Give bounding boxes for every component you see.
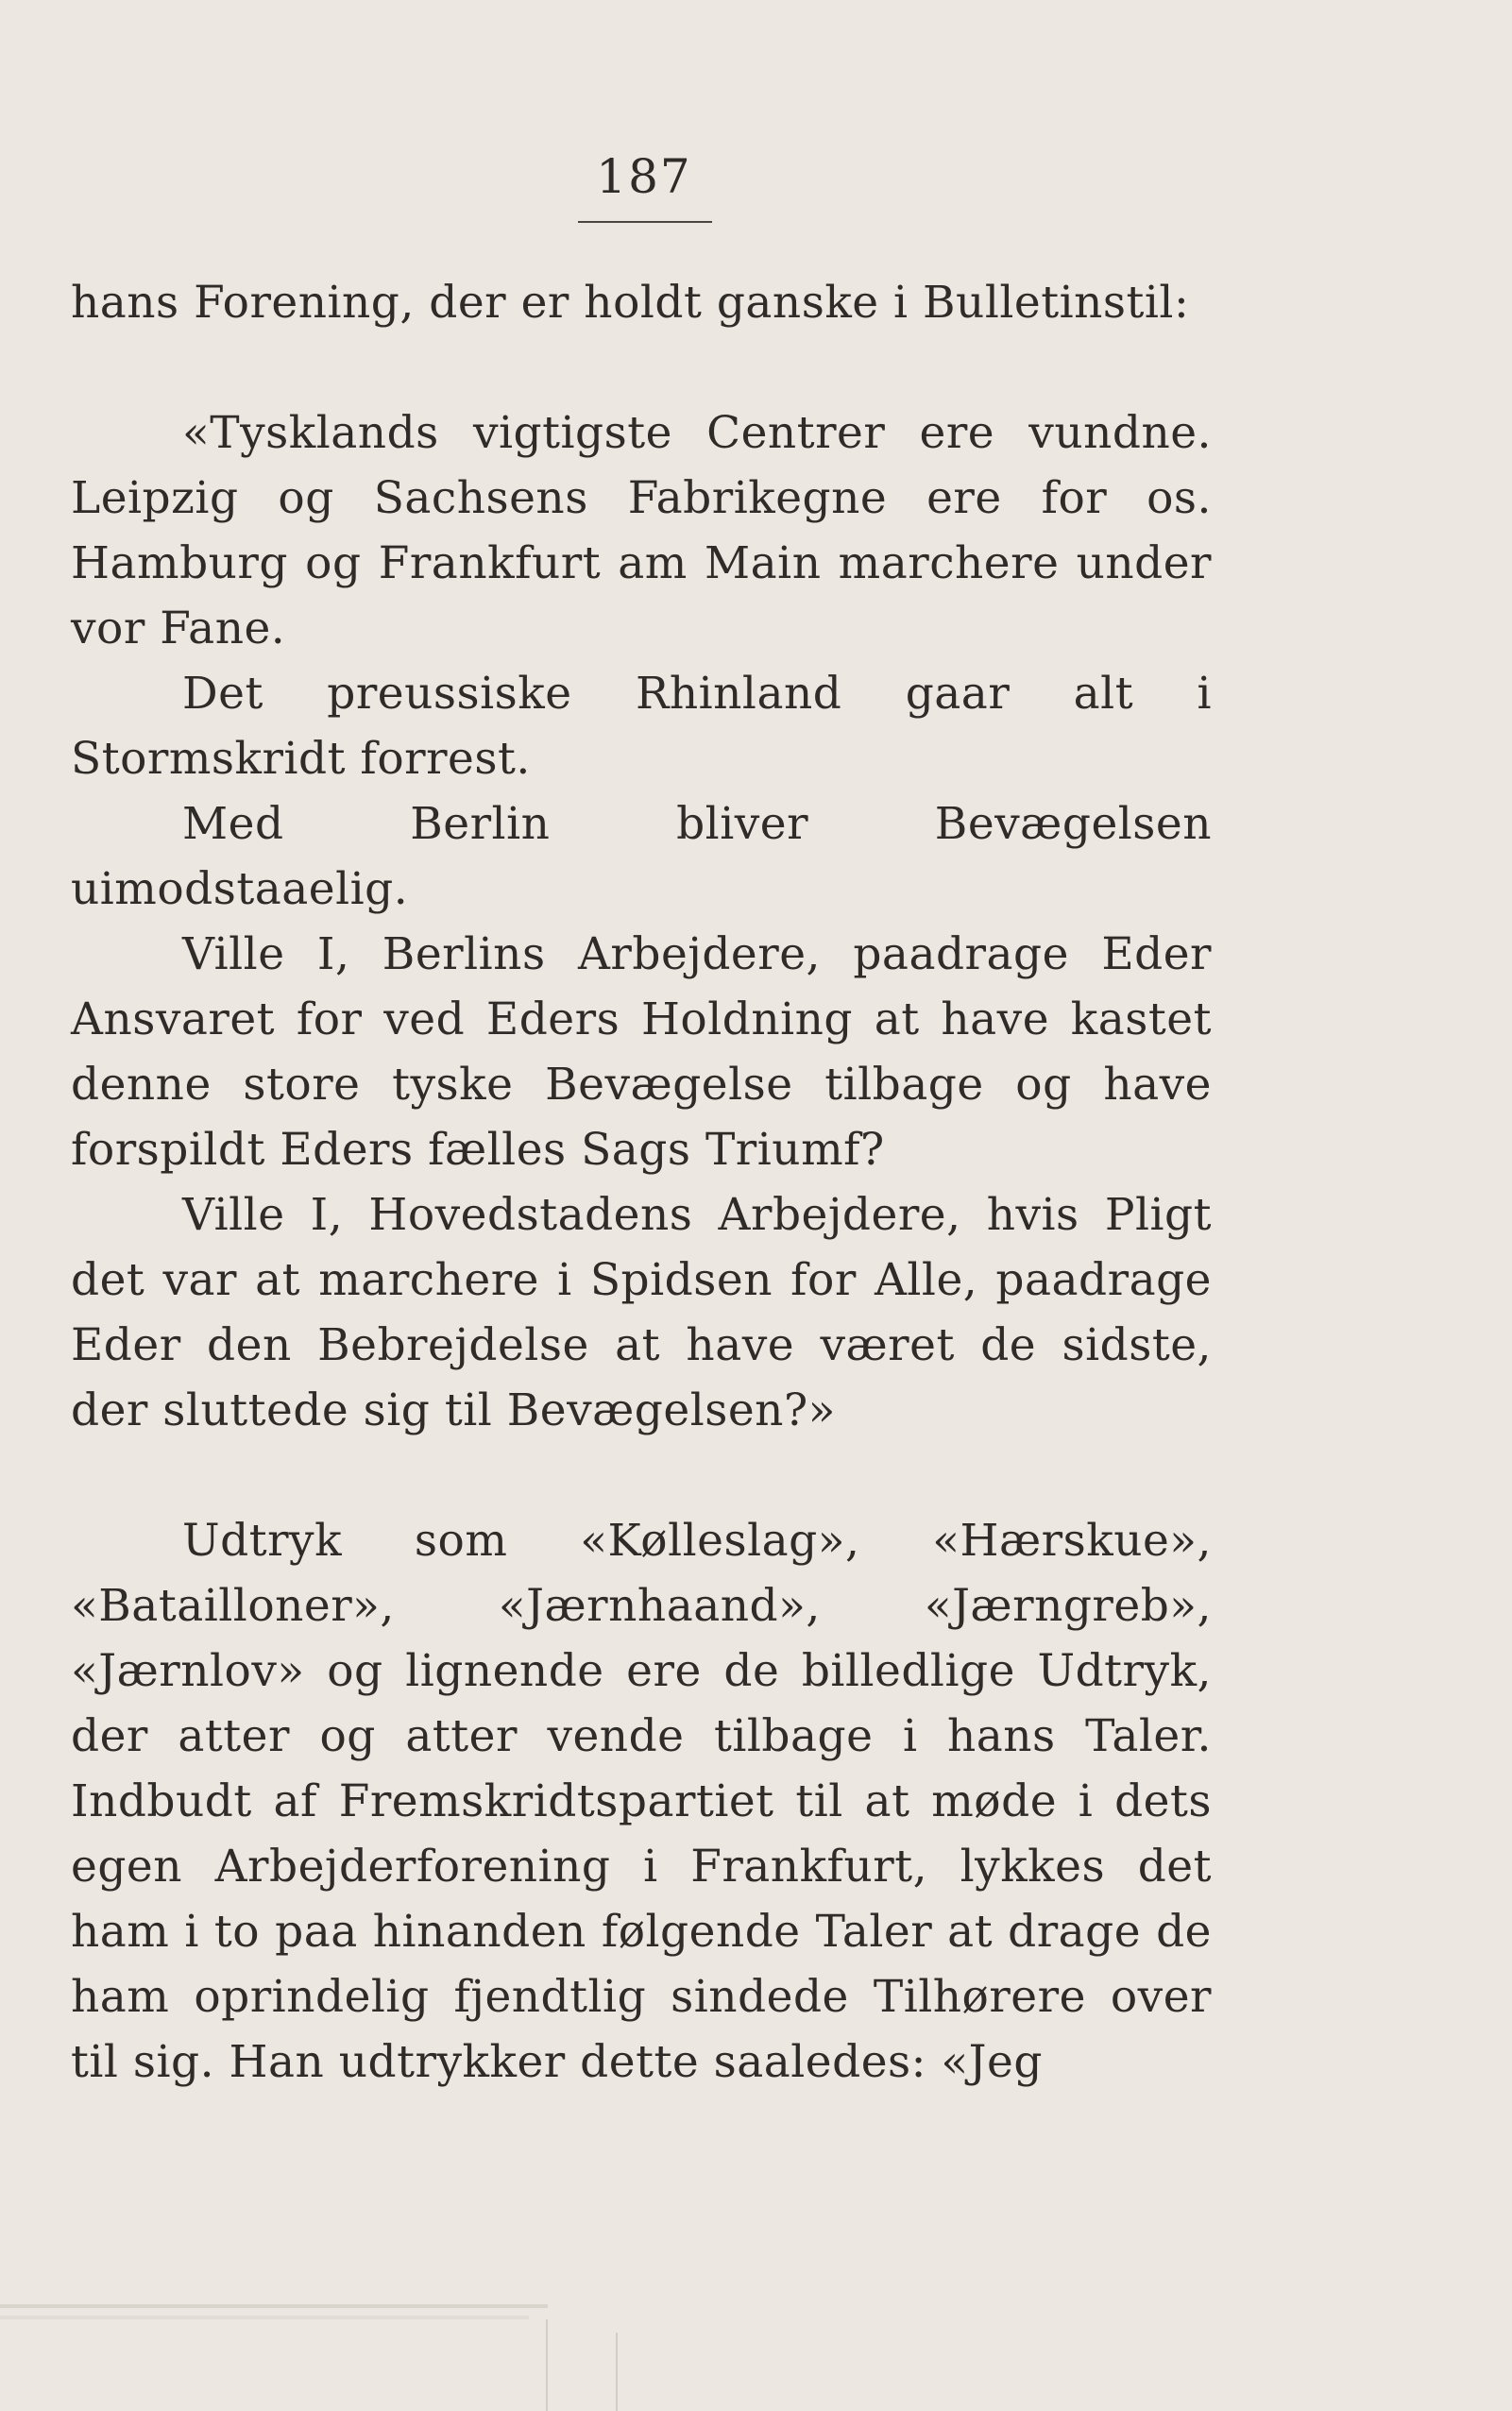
paper-fold-line bbox=[546, 2319, 548, 2411]
paragraph: Med Berlin bliver Bevægelsen uimodstaaelig. bbox=[71, 798, 1212, 915]
paper-edge-strip bbox=[0, 2304, 548, 2308]
paragraph: Udtryk som «Kølleslag», «Hærskue», «Batailloner», «Jærnhaand», «Jærngreb», «Jærnlov» og lignende ere de billedlige Udtryk, der atter og atter vende tilbage i hans Taler. Indbudt af Fremskridtspartiet til at møde i dets egen Arbejderforening i Frankfurt, lykkes det ham i to paa hinanden følgende Taler at drage de ham oprindelig fjendtlig sindede Tilhørere over til sig. Han udtrykker dette saaledes: «Jeg bbox=[71, 1515, 1212, 2088]
paragraph: Ville I, Hovedstadens Arbejdere, hvis Pligt det var at marchere i Spidsen for Alle, paadrage Eder den Bebrejdelse at have været de sidste, der sluttede sig til Bevægelsen?» bbox=[71, 1189, 1212, 1436]
paragraph: Det preussiske Rhinland gaar alt i Stormskridt forrest. bbox=[71, 668, 1212, 785]
page-number: 187 bbox=[596, 149, 692, 204]
paragraph: «Tysklands vigtigste Centrer ere vundne. Leipzig og Sachsens Fabrikegne ere for os. Hamburg og Frankfurt am Main marchere under vor Fane. bbox=[71, 407, 1212, 654]
paragraph: hans Forening, der er holdt ganske i Bulletinstil: bbox=[71, 277, 1190, 329]
body-text bbox=[71, 270, 1212, 2095]
page-number-rule bbox=[578, 221, 712, 223]
paper-edge-strip bbox=[0, 2316, 529, 2319]
paragraph: Ville I, Berlins Arbejdere, paadrage Eder Ansvaret for ved Eders Holdning at have kastet denne store tyske Bevægelse tilbage og have forspildt Eders fælles Sags Triumf? bbox=[71, 928, 1212, 1176]
paper-fold-line bbox=[616, 2333, 618, 2411]
